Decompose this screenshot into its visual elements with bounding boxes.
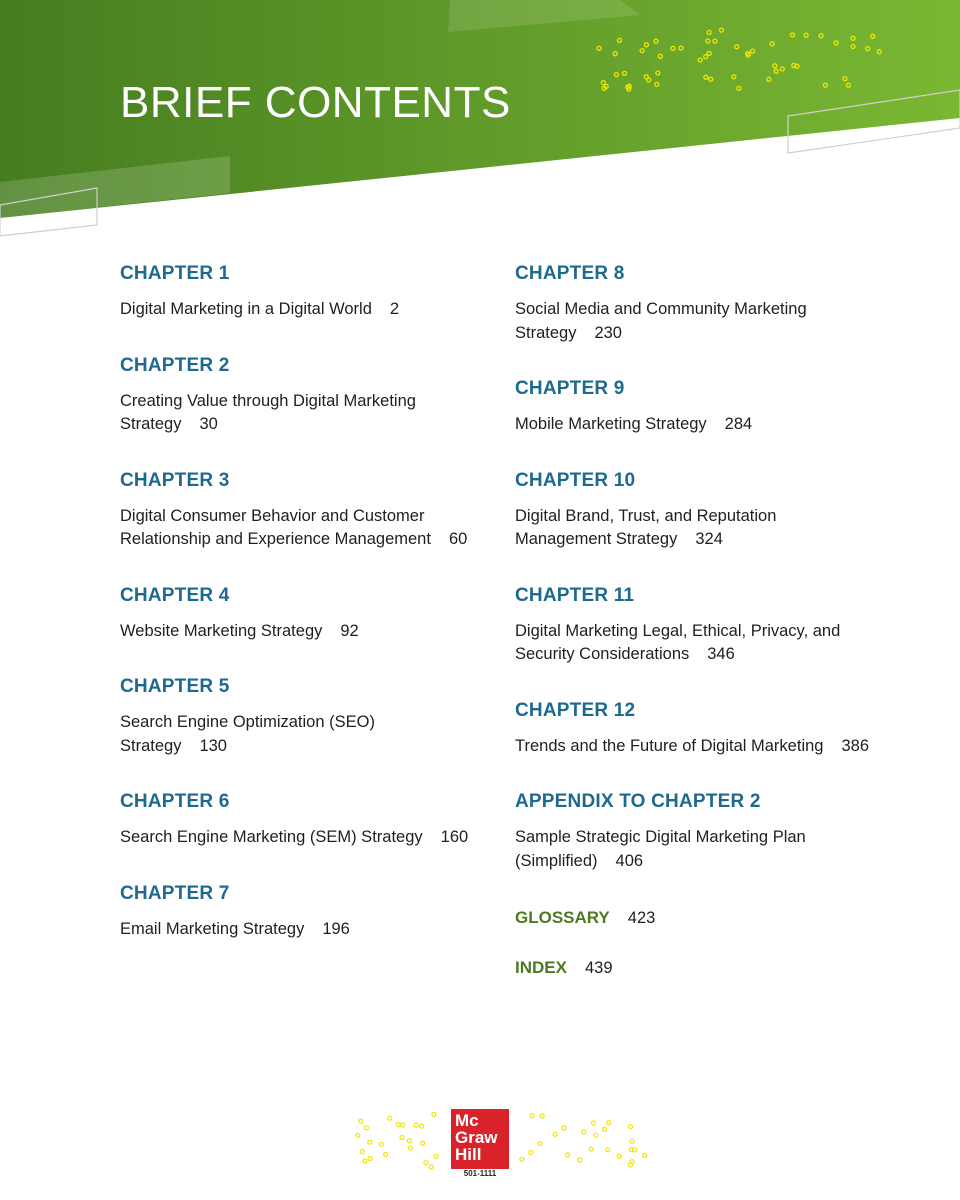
toc-entry[interactable] xyxy=(515,262,875,345)
page-number: 92 xyxy=(340,621,359,640)
decorative-dot xyxy=(530,1114,534,1118)
chapter-label: CHAPTER 3 xyxy=(120,469,230,491)
logo-code: 501-1111 xyxy=(463,1169,497,1178)
chapter-title: Mobile Marketing Strategy xyxy=(515,415,707,433)
toc-entry[interactable] xyxy=(515,469,875,552)
toc-entry[interactable] xyxy=(515,699,875,759)
decorative-dot xyxy=(617,1154,621,1158)
chapter-label: CHAPTER 2 xyxy=(120,354,230,376)
chapter-title: Sample Strategic Digital Marketing Plan (Simplified) xyxy=(515,828,806,870)
logo-line: Graw xyxy=(455,1128,498,1147)
logo-line: Hill xyxy=(455,1145,482,1164)
page-number: 30 xyxy=(199,415,218,433)
page-number: 324 xyxy=(695,530,723,548)
toc-entry[interactable] xyxy=(515,377,875,437)
chapter-label: CHAPTER 9 xyxy=(515,378,625,399)
chapter-label: CHAPTER 1 xyxy=(120,263,230,284)
toc-entry[interactable] xyxy=(120,790,480,850)
decorative-dot xyxy=(582,1130,586,1134)
logo-line: Mc xyxy=(455,1111,479,1130)
page-number: 284 xyxy=(724,415,753,433)
decorative-dot xyxy=(400,1136,404,1140)
chapter-title: Digital Brand, Trust, and Reputation Management Strategy xyxy=(515,506,777,548)
decorative-dot xyxy=(566,1153,570,1157)
decorative-dot xyxy=(414,1123,418,1127)
decorative-dot xyxy=(401,1123,405,1127)
page-number: 439 xyxy=(584,959,613,977)
chapter-title: Search Engine Marketing (SEM) Strategy xyxy=(120,828,423,846)
decorative-dot xyxy=(540,1114,544,1118)
chapter-title: Creating Value through Digital Marketing Strategy xyxy=(120,391,416,433)
chapter-label: CHAPTER 10 xyxy=(515,469,636,491)
index-entry[interactable] xyxy=(515,955,875,981)
decorative-dot xyxy=(396,1123,400,1127)
decorative-dot xyxy=(643,1153,647,1157)
chapter-label: CHAPTER 4 xyxy=(120,584,230,606)
decorative-dot xyxy=(356,1133,360,1137)
decorative-dot xyxy=(630,1139,634,1143)
decorative-dot xyxy=(606,1148,610,1152)
page-number: 130 xyxy=(199,736,227,755)
decorative-dot xyxy=(607,1121,611,1125)
toc-entry[interactable] xyxy=(120,882,480,942)
chapter-label: CHAPTER 8 xyxy=(515,263,625,284)
decorative-dot xyxy=(384,1153,388,1157)
page-number: 2 xyxy=(389,300,400,318)
decorative-dot xyxy=(407,1139,411,1143)
page-number: 386 xyxy=(841,736,869,755)
decorative-dot xyxy=(364,1126,368,1130)
decorative-dot xyxy=(363,1159,367,1163)
chapter-title: Trends and the Future of Digital Marketing xyxy=(515,736,824,755)
chapter-title: Email Marketing Strategy xyxy=(120,919,305,938)
page-number: 196 xyxy=(322,919,350,938)
decorative-dot xyxy=(420,1124,424,1128)
mcgraw-hill-logo xyxy=(451,1109,509,1169)
toc-entry[interactable] xyxy=(120,354,480,437)
decorative-dot xyxy=(368,1157,372,1161)
toc-right-column xyxy=(515,262,875,1005)
page-number: 346 xyxy=(707,645,735,663)
decorative-dot xyxy=(529,1150,533,1154)
chapter-title: Search Engine Optimization (SEO) Strategy xyxy=(120,713,375,755)
decorative-dot xyxy=(379,1142,383,1146)
decorative-dot xyxy=(578,1158,582,1162)
page-number: 423 xyxy=(627,909,656,927)
toc-entry[interactable] xyxy=(515,584,875,667)
page-title: BRIEF CONTENTS xyxy=(120,78,511,127)
decorative-dot xyxy=(368,1140,372,1144)
chapter-title: Social Media and Community Marketing Strategy xyxy=(515,300,807,342)
index-label: INDEX xyxy=(515,958,567,977)
decorative-dot xyxy=(603,1127,607,1131)
glossary-label: GLOSSARY xyxy=(515,908,610,927)
decorative-dot xyxy=(388,1116,392,1120)
decorative-dot xyxy=(408,1146,412,1150)
decorative-dot xyxy=(633,1148,637,1152)
decorative-dot xyxy=(538,1142,542,1146)
decorative-dot xyxy=(594,1133,598,1137)
chapter-label: CHAPTER 12 xyxy=(515,699,636,721)
glossary-entry[interactable] xyxy=(515,905,875,931)
page-number: 406 xyxy=(615,851,644,870)
chapter-label: APPENDIX TO CHAPTER 2 xyxy=(515,791,761,812)
toc-entry[interactable] xyxy=(120,469,480,552)
page-number: 60 xyxy=(448,530,468,548)
chapter-title: Digital Marketing in a Digital World xyxy=(120,300,372,318)
decorative-dot xyxy=(359,1119,363,1123)
decorative-dot xyxy=(360,1150,364,1154)
decorative-dot xyxy=(630,1160,634,1164)
decorative-dot xyxy=(553,1132,557,1136)
page-number: 230 xyxy=(594,323,622,342)
decorative-dot xyxy=(421,1141,425,1145)
chapter-title: Digital Marketing Legal, Ethical, Privacy, and Security Considerations xyxy=(515,621,841,663)
chapter-title: Website Marketing Strategy xyxy=(120,621,323,640)
decorative-dot xyxy=(562,1126,566,1130)
decorative-dot xyxy=(520,1157,524,1161)
decorative-dot xyxy=(429,1165,433,1169)
toc-entry[interactable] xyxy=(515,790,875,873)
chapter-label: CHAPTER 5 xyxy=(120,676,230,697)
chapter-label: CHAPTER 6 xyxy=(120,791,230,812)
chapter-label: CHAPTER 7 xyxy=(120,882,230,904)
toc-entry[interactable] xyxy=(120,584,480,644)
toc-entry[interactable] xyxy=(120,262,480,322)
decorative-dot xyxy=(592,1121,596,1125)
decorative-dot xyxy=(629,1125,633,1129)
decorative-dot xyxy=(432,1112,436,1116)
decorative-dot xyxy=(434,1154,438,1158)
toc-left-column xyxy=(120,262,480,973)
publisher-logo-area xyxy=(350,1105,650,1180)
decorative-dot xyxy=(424,1161,428,1165)
decorative-dot xyxy=(589,1147,593,1151)
chapter-label: CHAPTER 11 xyxy=(515,584,635,606)
toc-entry[interactable] xyxy=(120,675,480,758)
page-number: 160 xyxy=(440,828,469,846)
chapter-title: Digital Consumer Behavior and Customer Relationship and Experience Management xyxy=(120,506,431,548)
